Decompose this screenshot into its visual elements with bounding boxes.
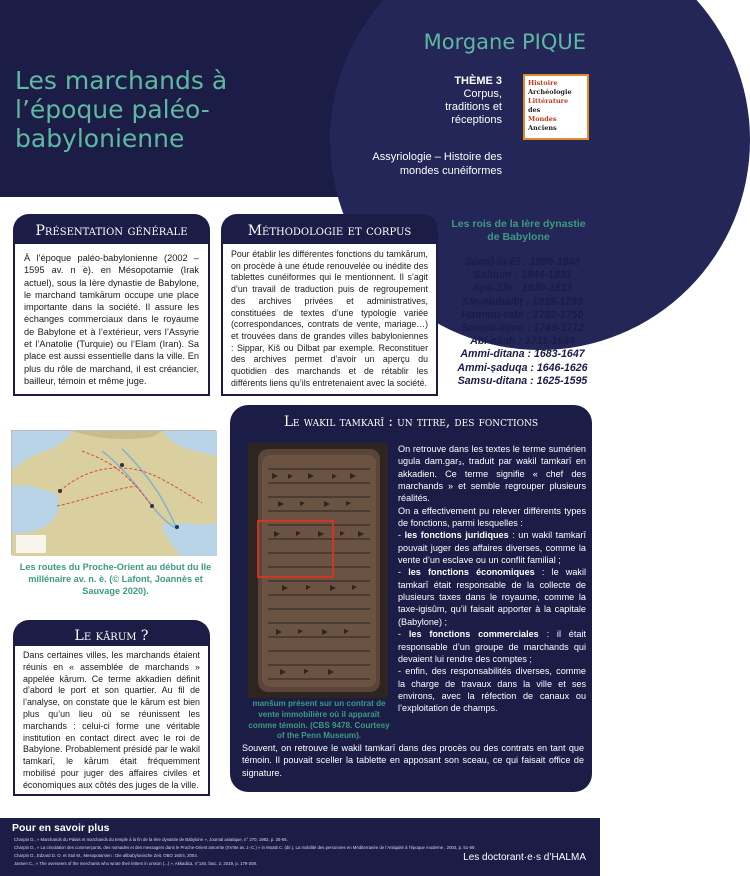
poster-title: Les marchands à l’époque paléo-babylonienne — [15, 66, 228, 153]
kings-list — [450, 256, 595, 388]
king-item: Samsu-iluna : 1749-1712 — [460, 322, 585, 335]
logo-line: Anciens — [528, 124, 557, 132]
reference-item: Charpin D., « Marchands du Palais et marchands du temple à la fin de la Ière dynastie de Babylone », Journal asiatique, n° 270, 1982, p. 25-65. — [14, 837, 288, 842]
logo-line: Archéologie — [528, 88, 572, 96]
author-name: Morgane PIQUE — [423, 30, 586, 54]
king-item: Sûmû-la-El : 1880-1845 — [464, 256, 581, 268]
king-item: Abi-ešuḫ : 1711-1684 — [470, 335, 575, 348]
methodology-title: Méthodologie et corpus — [221, 214, 438, 248]
function-commerciale-text: : il était responsable d’un groupe de marchands qui devaient lui rendre des comptes ; — [398, 629, 586, 664]
function-commerciale: - les fonctions commerciales : il était responsable d’un groupe de marchands qui devaient lui rendre des comptes ; — [398, 629, 586, 664]
map-caption: Les routes du Proche-Orient au début du IIe millénaire av. n. è. (© Lafont, Joannès et Sauvage 2020). — [19, 562, 212, 596]
king-item: Apil-Sîn : 1830-1813 — [472, 282, 573, 295]
function-commerciale-label: les fonctions commerciales — [408, 629, 539, 640]
header-banner — [0, 0, 600, 197]
footer-credit: Les doctorant·e·s d’HALMA — [463, 852, 586, 863]
function-economique-text: : le wakil tamkarī était responsable de la collecte de plusieurs taxes dans le royaume, comme la taxe-igisûm, qu’il faisait apporter à la capitale (Babylone) ; — [398, 567, 586, 627]
tablet-caption: manšum présent sur un contrat de vente immobilière où il apparaît comme témoin. (CBS 9478. Courtesy of the Penn Museum). — [248, 699, 390, 741]
wakil-title: Le wakil tamkarī : un titre, des fonctions — [283, 414, 539, 430]
theme-block — [412, 75, 502, 127]
logo-line: Mondes — [528, 115, 557, 123]
king-item: Ammi-ditana : 1683-1647 — [460, 348, 585, 361]
trade-routes-map — [11, 430, 216, 555]
wakil-functions-text — [398, 443, 586, 715]
karum-box — [13, 646, 210, 796]
map-graphic — [12, 431, 217, 556]
discipline-subtitle: Assyriologie – Histoire des mondes cunéiformes — [372, 151, 502, 177]
function-economique-label: les fonctions économiques — [408, 567, 535, 578]
king-item: Hammu-rabi : 1792-1750 — [461, 308, 584, 321]
logo-line: Histoire — [528, 79, 558, 87]
wakil-intro: On retrouve dans les textes le terme sumérien ugula dam.gar₃, traduit par wakil tamkarī en akkadien. Ce terme signifie « chef des marchands » et semble regrouper plusieurs réalités. — [398, 444, 586, 504]
reference-item: Charpin D., Edzard D. O. et Stol M., Mesopotamien : Die altbabylonische Zeit, OBO 160/4, 2004. — [14, 853, 198, 858]
methodology-text: Pour établir les différentes fonctions du tamkārum, on procède à une étude renouvelée ou inédite des tablettes cunéiformes qui le mentionnent. Il s’agit d’un travail de traduction puis de regroupement des archives privées et administratives, constituées de textes d’une typologie variée (correspondances, contrats de vente, mariage…) et trouvées dans de grandes villes babyloniennes : Sippar, Kiš ou Dilbat par exemple. Reconstituer des archives permet d’avoir un aperçu du quotidien des marchands et de rétablir les différents liens qu’ils entretenaient avec la société. — [231, 249, 428, 388]
karum-text: Dans certaines villes, les marchands étaient réunis en « assemblée de marchands » appelée kārum. Ce terme akkadien définit d’abord le port et son quartier. Au fil de l’analyse, on constate que le kārum est bien plus qu’un lieu où se réunissent les marchands : celui-ci forme une véritable institution en contact direct avec le roi de Babylone. Probablement présidé par le wakil tamkarī, le kārum était fréquemment mobilisé pour juger des affaires civiles et économiques aux côtés des juges de la ville. — [23, 650, 200, 790]
theme-line: traditions et — [445, 101, 502, 113]
king-item: Samsu-ditana : 1625-1595 — [457, 374, 588, 387]
presentation-box — [13, 244, 210, 396]
king-item: Sîn-muballiṭ : 1815-1793 — [462, 295, 583, 308]
halma-logo — [523, 74, 589, 140]
theme-label: THÈME 3 — [454, 75, 502, 87]
references-title: Pour en savoir plus — [12, 822, 110, 834]
karum-title: Le kārum ? — [13, 620, 210, 652]
logo-line: des — [528, 106, 541, 114]
theme-line: Corpus, — [463, 88, 502, 100]
references-list — [14, 836, 476, 868]
wakil-conclusion: Souvent, on retrouve le wakil tamkarī dans des procès ou des contrats en tant que témoin. Il pouvait sceller la tablette en apposant son sceau, ce qui faisait office de signature. — [242, 743, 584, 778]
kings-title: Les rois de la Ière dynastie de Babylone — [451, 218, 586, 243]
cuneiform-tablet-image — [248, 443, 388, 698]
function-diverses: - enfin, des responsabilités diverses, comme la charge de travaux dans la ville et ses environs, avec la réfection de canaux ou l’exploitation de champs. — [398, 666, 586, 714]
footer — [0, 818, 600, 876]
king-item: Ammi-ṣaduqa : 1646-1626 — [457, 361, 588, 374]
function-juridique-text: : un wakil tamkarī pouvait juger des affaires diverses, comme la vente d’un esclave ou un conflit familial ; — [398, 530, 586, 566]
reference-item: Charpin D., « La circulation des commerçants, des nomades et des messagers dans le Proche-Orient amorrite (XVIIIe av. J.-C.) » in Moatti C. (dir.), La mobilité des personnes en Méditerranée de l’Antiquité à l’époque moderne , 2004, p. 51-69. — [14, 845, 476, 850]
wakil-section — [230, 405, 592, 792]
presentation-text: À l’époque paléo-babylonienne (2002 – 1595 av. n è). en Mésopotamie (Irak actuel), sous la Ière dynastie de Babylone, le marchand tamkārum occupe une place importante dans la société. Il assure les échanges commerciaux dans le royaume de Babylone et à l’extérieur, vers l’Assyrie et l’Anatolie (Turquie) ou l’Elam (Iran). Sa place est aussi essentielle dans la ville. En plus du rôle de marchand, il est créancier, bailleur, témoin et même juge. — [24, 253, 199, 386]
presentation-title: Présentation générale — [13, 214, 210, 248]
function-economique: - les fonctions économiques : le wakil tamkarī était responsable de la collecte de plusieurs taxes dans le royaume, comme la taxe-igisûm, qu’il faisait apporter à la capitale (Babylone) ; — [398, 567, 586, 627]
king-item: Sabium : 1844-1831 — [473, 269, 572, 282]
theme-line: réceptions — [451, 114, 502, 126]
function-juridique: - les fonctions juridiques : un wakil tamkarī pouvait juger des affaires diverses, comme la vente d’un esclave ou un conflit familial ; — [398, 530, 586, 566]
function-juridique-label: les fonctions juridiques — [404, 530, 509, 541]
wakil-intro2: On a effectivement pu relever différents types de fonctions, parmi lesquelles : — [398, 505, 586, 529]
tablet-graphic — [248, 443, 388, 698]
reference-item: Jansen C., « The overseers of the merchants who wrote their letters in unison (...) », Akkadica, n°140, fasc. 2, 2019, p. 179-208. — [14, 861, 258, 866]
logo-line: Littérature — [528, 97, 569, 105]
methodology-box — [221, 244, 438, 396]
